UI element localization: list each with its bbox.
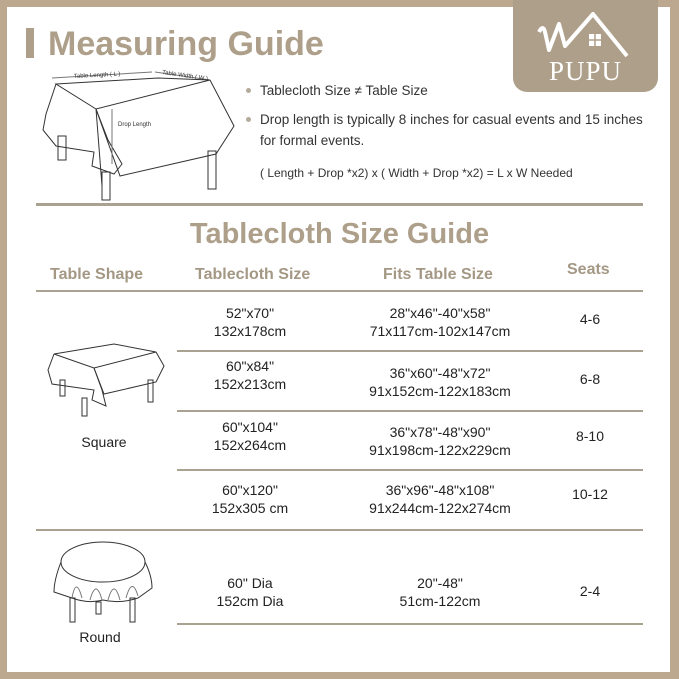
fits-inches: 36"x96"-48"x108"	[385, 482, 495, 498]
size-cm: 152x305 cm	[211, 500, 289, 516]
fits-inches: 20"-48"	[417, 575, 463, 591]
row-2-fits	[340, 364, 540, 400]
measuring-title-text: Measuring Guide	[48, 25, 324, 63]
size-cm: 152cm Dia	[216, 593, 284, 609]
row-4-seats: 10-12	[572, 486, 608, 502]
square-table-icon	[44, 340, 166, 424]
row-divider	[177, 469, 643, 471]
row-5-seats: 2-4	[579, 583, 601, 599]
section-divider	[36, 203, 643, 206]
header-divider	[36, 290, 643, 292]
row-3-size	[180, 418, 320, 454]
fits-inches: 36"x78"-48"x90"	[389, 424, 491, 440]
title-bar-decoration	[26, 28, 34, 58]
house-logo-icon	[535, 10, 635, 60]
drop-length-label: Drop Length	[118, 122, 152, 128]
measuring-guide-title	[26, 24, 324, 64]
size-inches: 52"x70"	[225, 305, 275, 321]
table-length-label: Table Length ( L )	[73, 71, 121, 80]
table-width-label: Table Width ( W )	[161, 70, 209, 83]
rectangle-table-diagram-icon	[38, 66, 238, 201]
fits-inches: 28"x46"-40"x58"	[389, 305, 491, 321]
size-inches: 60"x84"	[225, 358, 275, 374]
fits-cm: 51cm-122cm	[399, 593, 481, 609]
brand-logo	[513, 0, 658, 92]
note-text: Drop length is typically 8 inches for casual events and 15 inches for formal events.	[260, 112, 643, 148]
row-2-size	[180, 357, 320, 393]
header-tablecloth-size: Tablecloth Size	[195, 266, 311, 283]
row-5-size	[180, 574, 320, 610]
bullet-icon	[246, 88, 251, 93]
header-table-shape: Table Shape	[50, 266, 144, 283]
size-guide-title: Tablecloth Size Guide	[189, 218, 490, 250]
row-3-fits	[340, 423, 540, 459]
bullet-icon	[246, 117, 251, 122]
brand-name: PUPU	[548, 56, 623, 86]
fits-cm: 91x244cm-122x274cm	[369, 500, 511, 516]
note-item	[246, 80, 656, 101]
size-inches: 60"x104"	[222, 419, 278, 435]
size-cm: 152x264cm	[213, 437, 287, 453]
shape-round-label: Round	[79, 629, 121, 645]
row-5-fits	[340, 574, 540, 610]
note-item	[246, 109, 656, 151]
size-cm: 132x178cm	[213, 323, 287, 339]
size-cm: 152x213cm	[213, 376, 287, 392]
row-3-seats: 8-10	[575, 428, 605, 444]
fits-cm: 91x198cm-122x229cm	[369, 442, 511, 458]
header-fits-table-size: Fits Table Size	[383, 266, 493, 283]
group-divider	[36, 529, 643, 531]
fits-inches: 36"x60"-48"x72"	[389, 365, 491, 381]
shape-square-label: Square	[81, 434, 127, 450]
note-text: Tablecloth Size ≠ Table Size	[260, 83, 428, 98]
measuring-notes	[246, 80, 656, 184]
round-table-icon	[48, 540, 158, 628]
size-inches: 60" Dia	[227, 575, 273, 591]
size-inches: 60"x120"	[222, 482, 278, 498]
row-1-fits	[340, 304, 540, 340]
fits-cm: 91x152cm-122x183cm	[369, 383, 511, 399]
row-4-fits	[340, 481, 540, 517]
row-divider	[177, 623, 643, 625]
header-seats: Seats	[567, 261, 610, 278]
row-4-size	[180, 481, 320, 517]
row-1-seats: 4-6	[579, 311, 601, 327]
row-divider	[177, 410, 643, 412]
size-formula: ( Length + Drop *x2) x ( Width + Drop *x2) = L x W Needed	[260, 166, 573, 180]
row-divider	[177, 350, 643, 352]
row-2-seats: 6-8	[579, 371, 601, 387]
row-1-size	[180, 304, 320, 340]
fits-cm: 71x117cm-102x147cm	[369, 323, 511, 339]
